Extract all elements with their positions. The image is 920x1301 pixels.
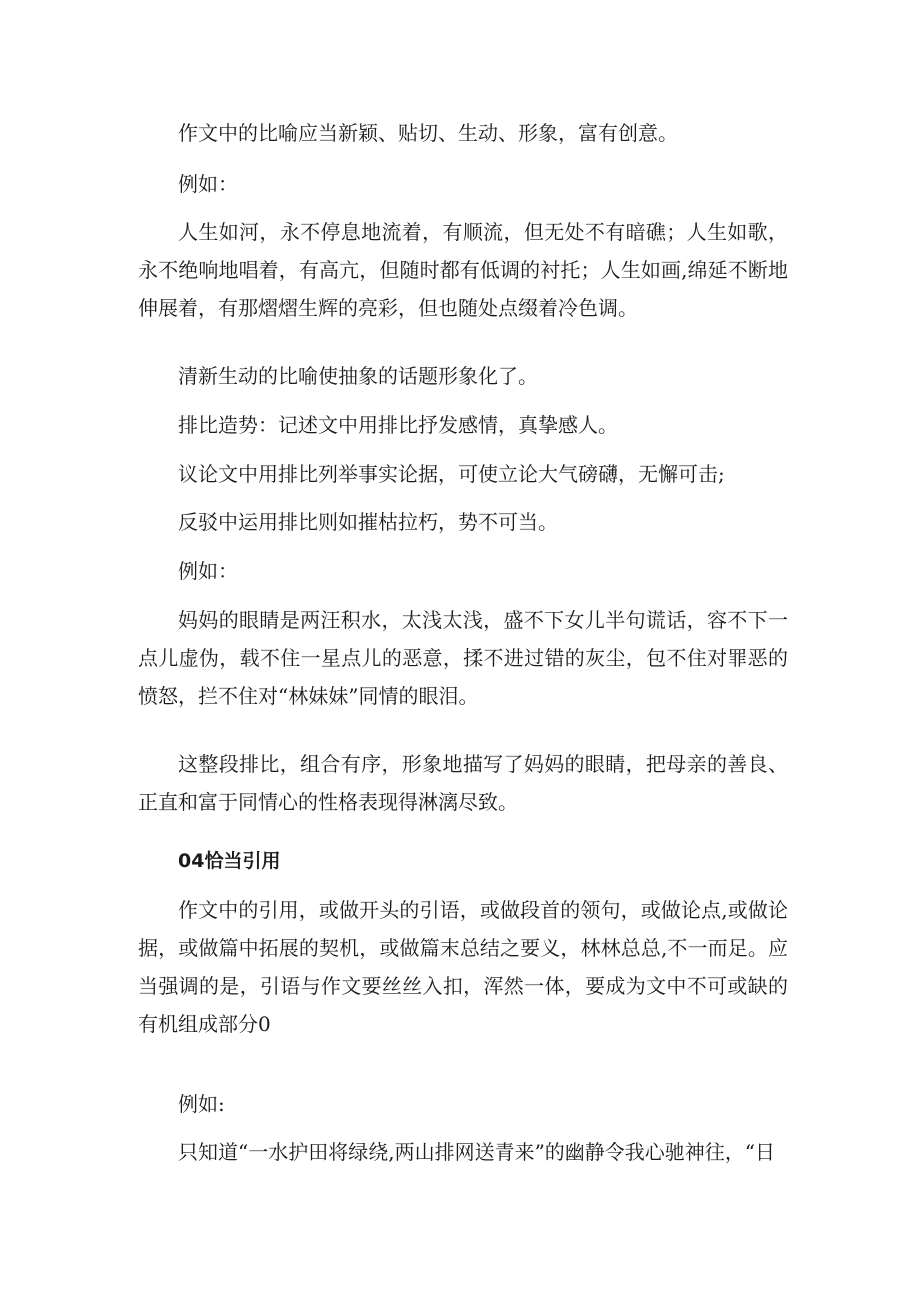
- paragraph-quotation-example: 只知道“一水护田将绿绕,两山排网送青来”的幽静令我心驰神往，“日: [178, 1140, 776, 1164]
- paragraph-example-label-2: 例如：: [178, 559, 238, 583]
- paragraph-mother-eyes: 妈妈的眼睛是两汪积水，太浅太浅，盛不下女儿半句谎话，容不下一点儿虚伪，载不住一星点儿的恶意，揉不进过错的灰尘，包不住对罪恶的愤怒，拦不住对“林妹妹”同情的眼泪。: [138, 608, 788, 708]
- paragraph-life-metaphor: 人生如河，永不停息地流着，有顺流，但无处不有暗礁；人生如歌，永不绝响地唱着，有高亢，但随时都有低调的衬托；人生如画,绵延不断地伸展着，有那熠熠生辉的亮彩，但也随处点缀着冷色调。: [138, 220, 788, 320]
- paragraph-parallelism-comment: 这整段排比，组合有序，形象地描写了妈妈的眼睛，把母亲的善良、正直和富于同情心的性格表现得淋漓尽致。: [138, 752, 788, 814]
- paragraph-parallelism-rebuttal: 反驳中运用排比则如摧枯拉朽，势不可当。: [178, 510, 558, 534]
- paragraph-metaphor-comment: 清新生动的比喻使抽象的话题形象化了。: [178, 364, 538, 388]
- paragraph-example-label: 例如：: [178, 172, 238, 196]
- paragraph-quotation-intro: 作文中的引用，或做开头的引语，或做段首的领句，或做论点,或做论据，或做篇中拓展的契机，或做篇末总结之要义，林林总总,不一而足。应当强调的是，引语与作文要丝丝入扣，浑然一体，要成为文中不可或缺的有机组成部分0: [138, 898, 788, 1036]
- paragraph-example-label-3: 例如:: [178, 1092, 225, 1116]
- paragraph-parallelism-narrative: 排比造势：记述文中用排比抒发感情，真挚感人。: [178, 413, 618, 437]
- section-heading-quotation: 04恰当引用: [178, 850, 281, 872]
- paragraph-metaphor-intro: 作文中的比喻应当新颖、贴切、生动、形象，富有创意。: [178, 121, 678, 145]
- paragraph-parallelism-argument: 议论文中用排比列举事实论据，可使立论大气磅礴，无懈可击;: [178, 462, 725, 486]
